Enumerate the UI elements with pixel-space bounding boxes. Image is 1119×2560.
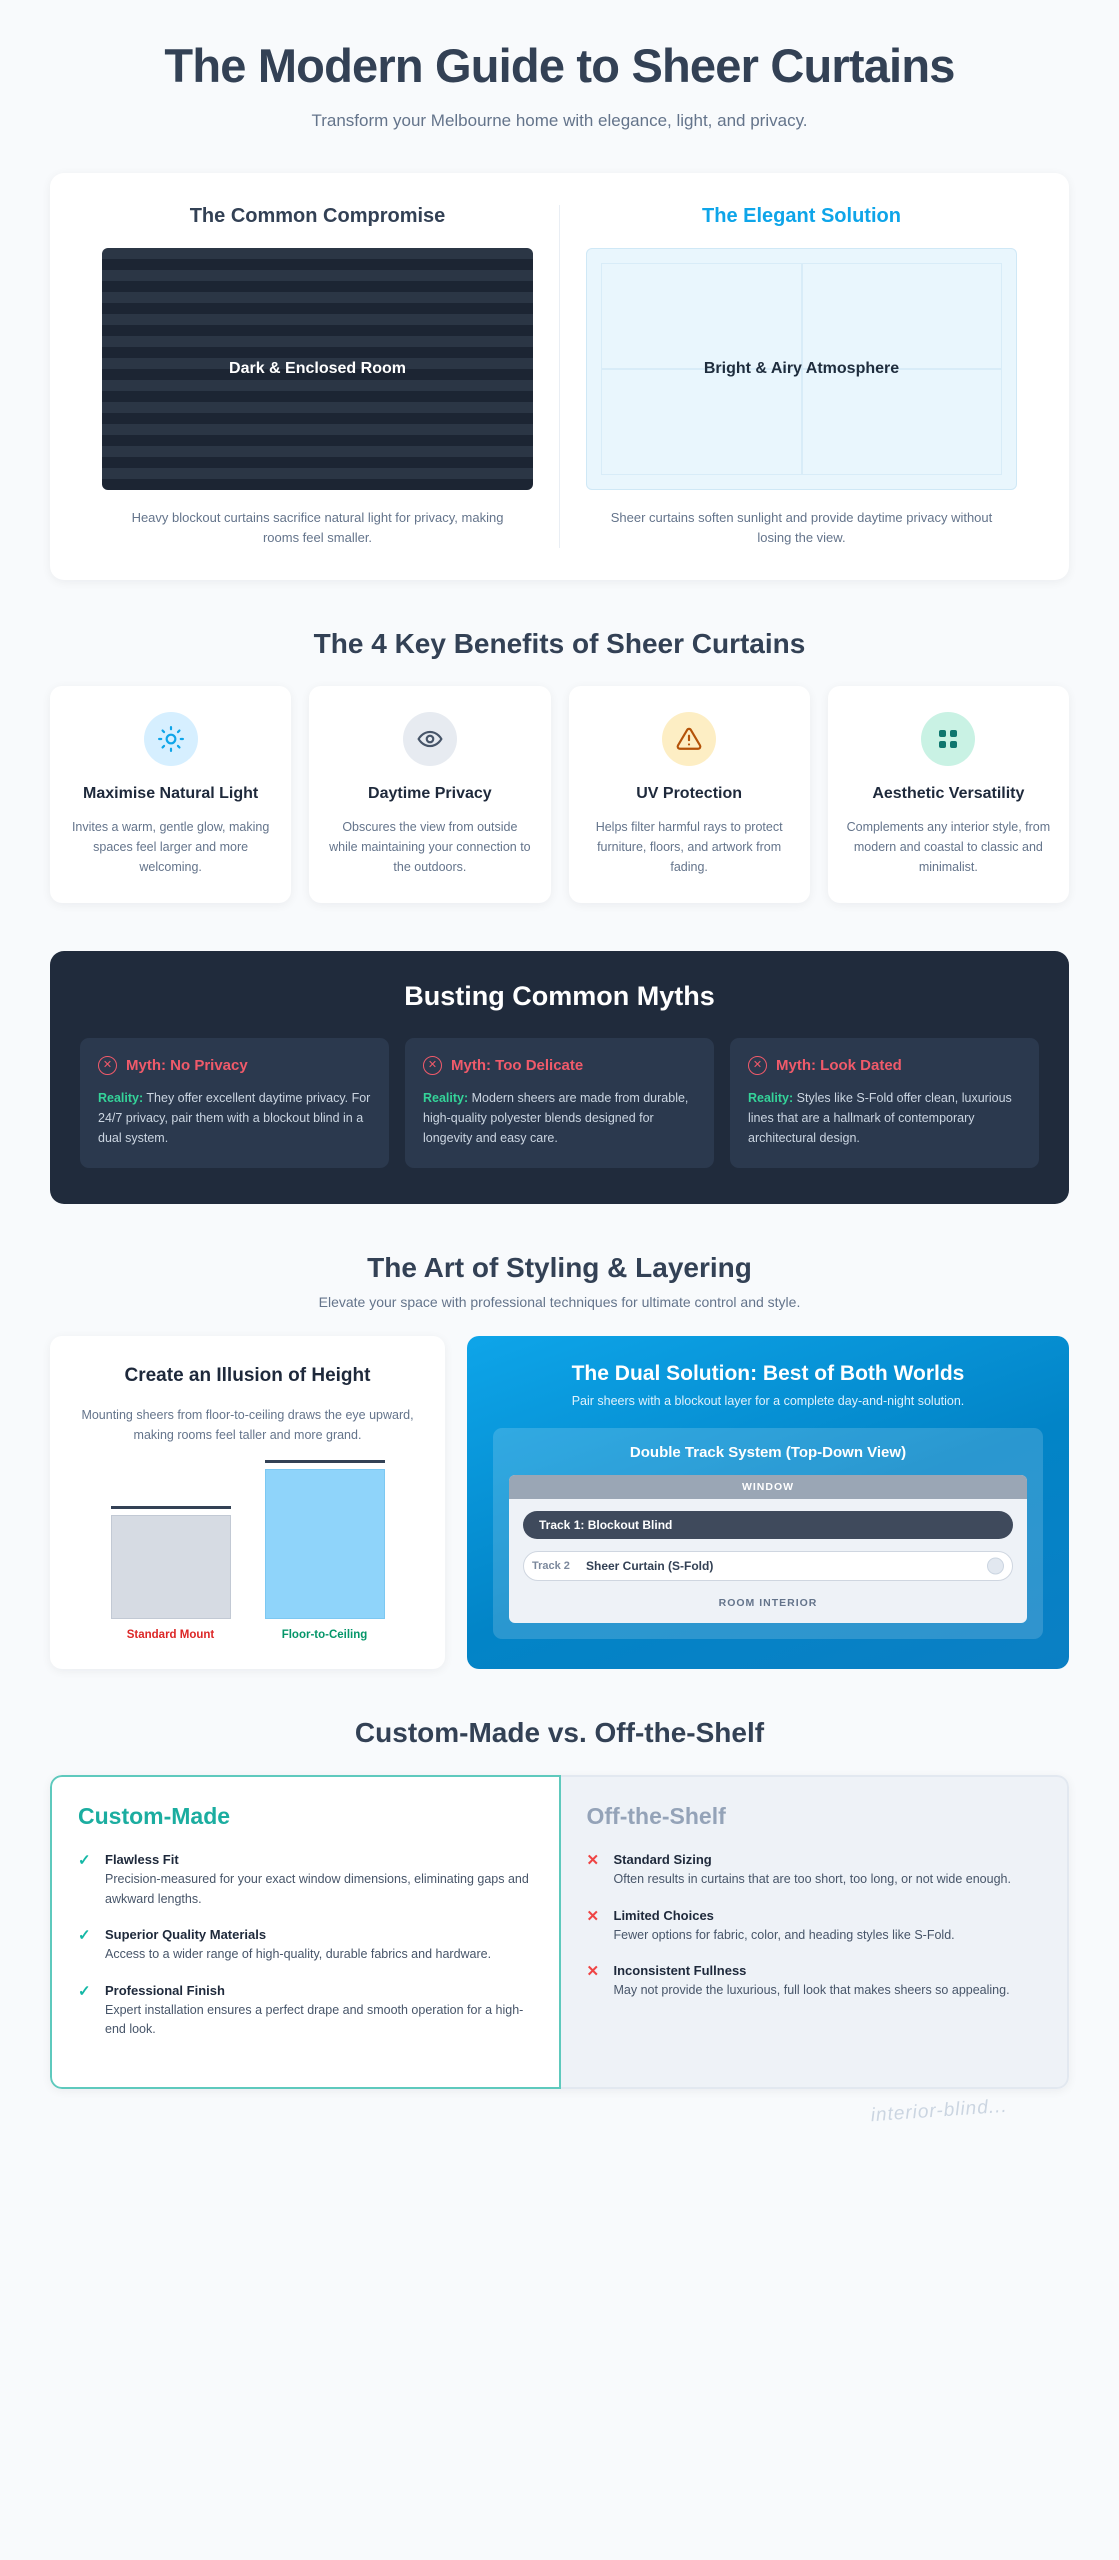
reality-label: Reality:	[423, 1090, 469, 1105]
benefit-card	[569, 686, 810, 903]
custom-point	[78, 1852, 533, 1909]
myth-card	[80, 1038, 389, 1169]
curtain-rod-line	[111, 1506, 231, 1509]
point-title: Limited Choices	[613, 1907, 714, 1923]
x-circle-icon: ✕	[98, 1056, 117, 1075]
benefits-grid	[50, 686, 1069, 903]
myth-title: Myth: No Privacy	[126, 1056, 248, 1074]
comparison-left-desc: Heavy blockout curtains sacrifice natural light for privacy, making rooms feel smaller.	[131, 509, 504, 545]
myth-title: Myth: Look Dated	[776, 1056, 902, 1074]
window-label: WINDOW	[509, 1475, 1027, 1499]
point-desc: Expert installation ensures a perfect drape and smooth operation for a high-end look.	[105, 2002, 524, 2036]
benefit-card	[309, 686, 550, 903]
reality-label: Reality:	[98, 1090, 144, 1105]
myth-card	[730, 1038, 1039, 1169]
page-subtitle: Transform your Melbourne home with elegance, light, and privacy.	[311, 110, 808, 130]
cross-icon: ✕	[586, 1963, 600, 1981]
dual-title: The Dual Solution: Best of Both Worlds	[571, 1362, 965, 1386]
comparison-right	[559, 205, 1043, 548]
benefits-heading: The 4 Key Benefits of Sheer Curtains	[313, 627, 806, 659]
myths-section	[50, 951, 1069, 1205]
myths-grid	[80, 1038, 1039, 1169]
myth-body	[98, 1088, 371, 1149]
myths-heading: Busting Common Myths	[404, 980, 715, 1011]
off-the-shelf-column	[561, 1775, 1070, 2089]
styling-subheading: Elevate your space with professional techniques for ultimate control and style.	[318, 1294, 801, 1311]
double-track-title: Double Track System (Top-Down View)	[629, 1444, 907, 1462]
custom-vs-offtheshelf	[50, 1775, 1069, 2089]
comparison-card	[50, 173, 1069, 580]
benefit-title: Daytime Privacy	[368, 784, 492, 802]
off-point	[587, 1852, 1042, 1889]
point-title: Professional Finish	[105, 1982, 225, 1998]
point-desc: Fewer options for fabric, color, and heading styles like S-Fold.	[613, 1927, 955, 1942]
point-desc: Often results in curtains that are too short, too long, or not wide enough.	[613, 1872, 1011, 1887]
custom-made-column	[50, 1775, 561, 2089]
dual-solution-card	[467, 1336, 1069, 1669]
myth-title: Myth: Too Delicate	[451, 1056, 584, 1074]
track-knob-icon	[987, 1558, 1004, 1575]
illusion-desc: Mounting sheers from floor-to-ceiling draws the eye upward, making rooms feel taller and more grand.	[81, 1408, 414, 1443]
custom-made-title: Custom-Made	[78, 1803, 231, 1830]
track-diagram	[509, 1475, 1027, 1623]
myth-card	[405, 1038, 714, 1169]
reality-text: Modern sheers are made from durable, high-quality polyester blends designed for longevity and easy care.	[423, 1090, 689, 1146]
x-circle-icon: ✕	[423, 1056, 442, 1075]
reality-text: They offer excellent daytime privacy. For 24/7 privacy, pair them with a blockout blind in a dual system.	[98, 1090, 371, 1146]
off-point	[587, 1908, 1042, 1945]
point-desc: May not provide the luxurious, full look that makes sheers so appealing.	[613, 1983, 1010, 1998]
off-the-shelf-title: Off-the-Shelf	[586, 1803, 726, 1830]
illusion-title: Create an Illusion of Height	[124, 1365, 371, 1387]
cross-icon: ✕	[586, 1907, 600, 1925]
dual-subtitle: Pair sheers with a blockout layer for a complete day-and-night solution.	[571, 1394, 965, 1409]
track1-blockout-blind: Track 1: Blockout Blind	[523, 1511, 1013, 1539]
check-icon: ✓	[78, 1852, 91, 1870]
hero-section	[50, 40, 1069, 131]
check-icon: ✓	[78, 1982, 91, 2000]
tall-curtain-body	[265, 1469, 385, 1619]
eye-icon	[403, 712, 457, 766]
myth-body	[748, 1088, 1021, 1149]
benefit-title: Maximise Natural Light	[83, 784, 259, 802]
bright-room-visual	[586, 248, 1017, 490]
track-row-2	[523, 1551, 1013, 1581]
grid-squares-icon	[921, 712, 975, 766]
reality-label: Reality:	[748, 1090, 794, 1105]
illusion-card	[50, 1336, 445, 1669]
standard-curtain-body	[111, 1515, 231, 1619]
x-circle-icon: ✕	[748, 1056, 767, 1075]
benefit-card	[50, 686, 291, 903]
check-icon: ✓	[78, 1927, 91, 1945]
standard-mount-label: Standard Mount	[126, 1629, 215, 1642]
room-interior-label: ROOM INTERIOR	[718, 1597, 818, 1610]
myth-header	[98, 1056, 371, 1075]
point-title: Standard Sizing	[613, 1852, 712, 1868]
cross-icon: ✕	[586, 1852, 600, 1870]
off-point	[587, 1963, 1042, 2000]
comparison-right-desc: Sheer curtains soften sunlight and provide daytime privacy without losing the view.	[610, 509, 993, 545]
sun-icon	[144, 712, 198, 766]
benefit-desc: Obscures the view from outside while maintaining your connection to the outdoors.	[329, 819, 531, 874]
point-desc: Precision-measured for your exact window dimensions, eliminating gaps and awkward lengths.	[105, 1872, 529, 1906]
benefit-desc: Complements any interior style, from modern and coastal to classic and minimalist.	[846, 819, 1051, 874]
watermark: interior-blind...	[870, 2096, 1009, 2127]
benefit-desc: Helps filter harmful rays to protect furniture, floors, and artwork from fading.	[595, 819, 783, 874]
standard-mount-bar	[111, 1506, 231, 1641]
track2-ghost-label: Track 2	[532, 1560, 570, 1573]
myth-header	[748, 1056, 1021, 1075]
page-title: The Modern Guide to Sheer Curtains	[164, 39, 955, 92]
warning-triangle-icon	[662, 712, 716, 766]
comparison-left-title: The Common Compromise	[189, 204, 446, 227]
double-track-panel	[493, 1428, 1043, 1639]
myth-header	[423, 1056, 696, 1075]
dark-room-visual	[102, 248, 533, 490]
myth-body	[423, 1088, 696, 1149]
point-title: Flawless Fit	[105, 1852, 179, 1868]
benefit-title: UV Protection	[636, 784, 743, 802]
benefit-card	[828, 686, 1069, 903]
point-title: Inconsistent Fullness	[613, 1963, 747, 1979]
compare2-heading: Custom-Made vs. Off-the-Shelf	[354, 1717, 765, 1749]
custom-point	[78, 1927, 533, 1964]
comparison-left	[76, 205, 559, 548]
floor-to-ceiling-label: Floor-to-Ceiling	[281, 1629, 368, 1642]
benefit-title: Aesthetic Versatility	[872, 784, 1025, 802]
styling-heading: The Art of Styling & Layering	[367, 1252, 752, 1284]
benefit-desc: Invites a warm, gentle glow, making spaces feel larger and more welcoming.	[71, 819, 270, 874]
illusion-diagram	[76, 1471, 419, 1641]
bright-room-label: Bright & Airy Atmosphere	[703, 359, 900, 377]
track-row-1	[523, 1511, 1013, 1539]
comparison-right-title: The Elegant Solution	[702, 204, 901, 227]
reality-text: Styles like S-Fold offer clean, luxurious lines that are a hallmark of contemporary architectural design.	[748, 1090, 1012, 1146]
custom-point	[78, 1983, 533, 2040]
point-desc: Access to a wider range of high-quality, durable fabrics and hardware.	[105, 1947, 492, 1962]
point-title: Superior Quality Materials	[105, 1927, 267, 1943]
dark-room-label: Dark & Enclosed Room	[229, 359, 406, 377]
floor-to-ceiling-bar	[265, 1460, 385, 1641]
track2-label: Sheer Curtain (S-Fold)	[586, 1559, 714, 1574]
track2-sheer-curtain	[523, 1551, 1013, 1581]
curtain-rod-line	[265, 1460, 385, 1463]
styling-section	[50, 1336, 1069, 1669]
